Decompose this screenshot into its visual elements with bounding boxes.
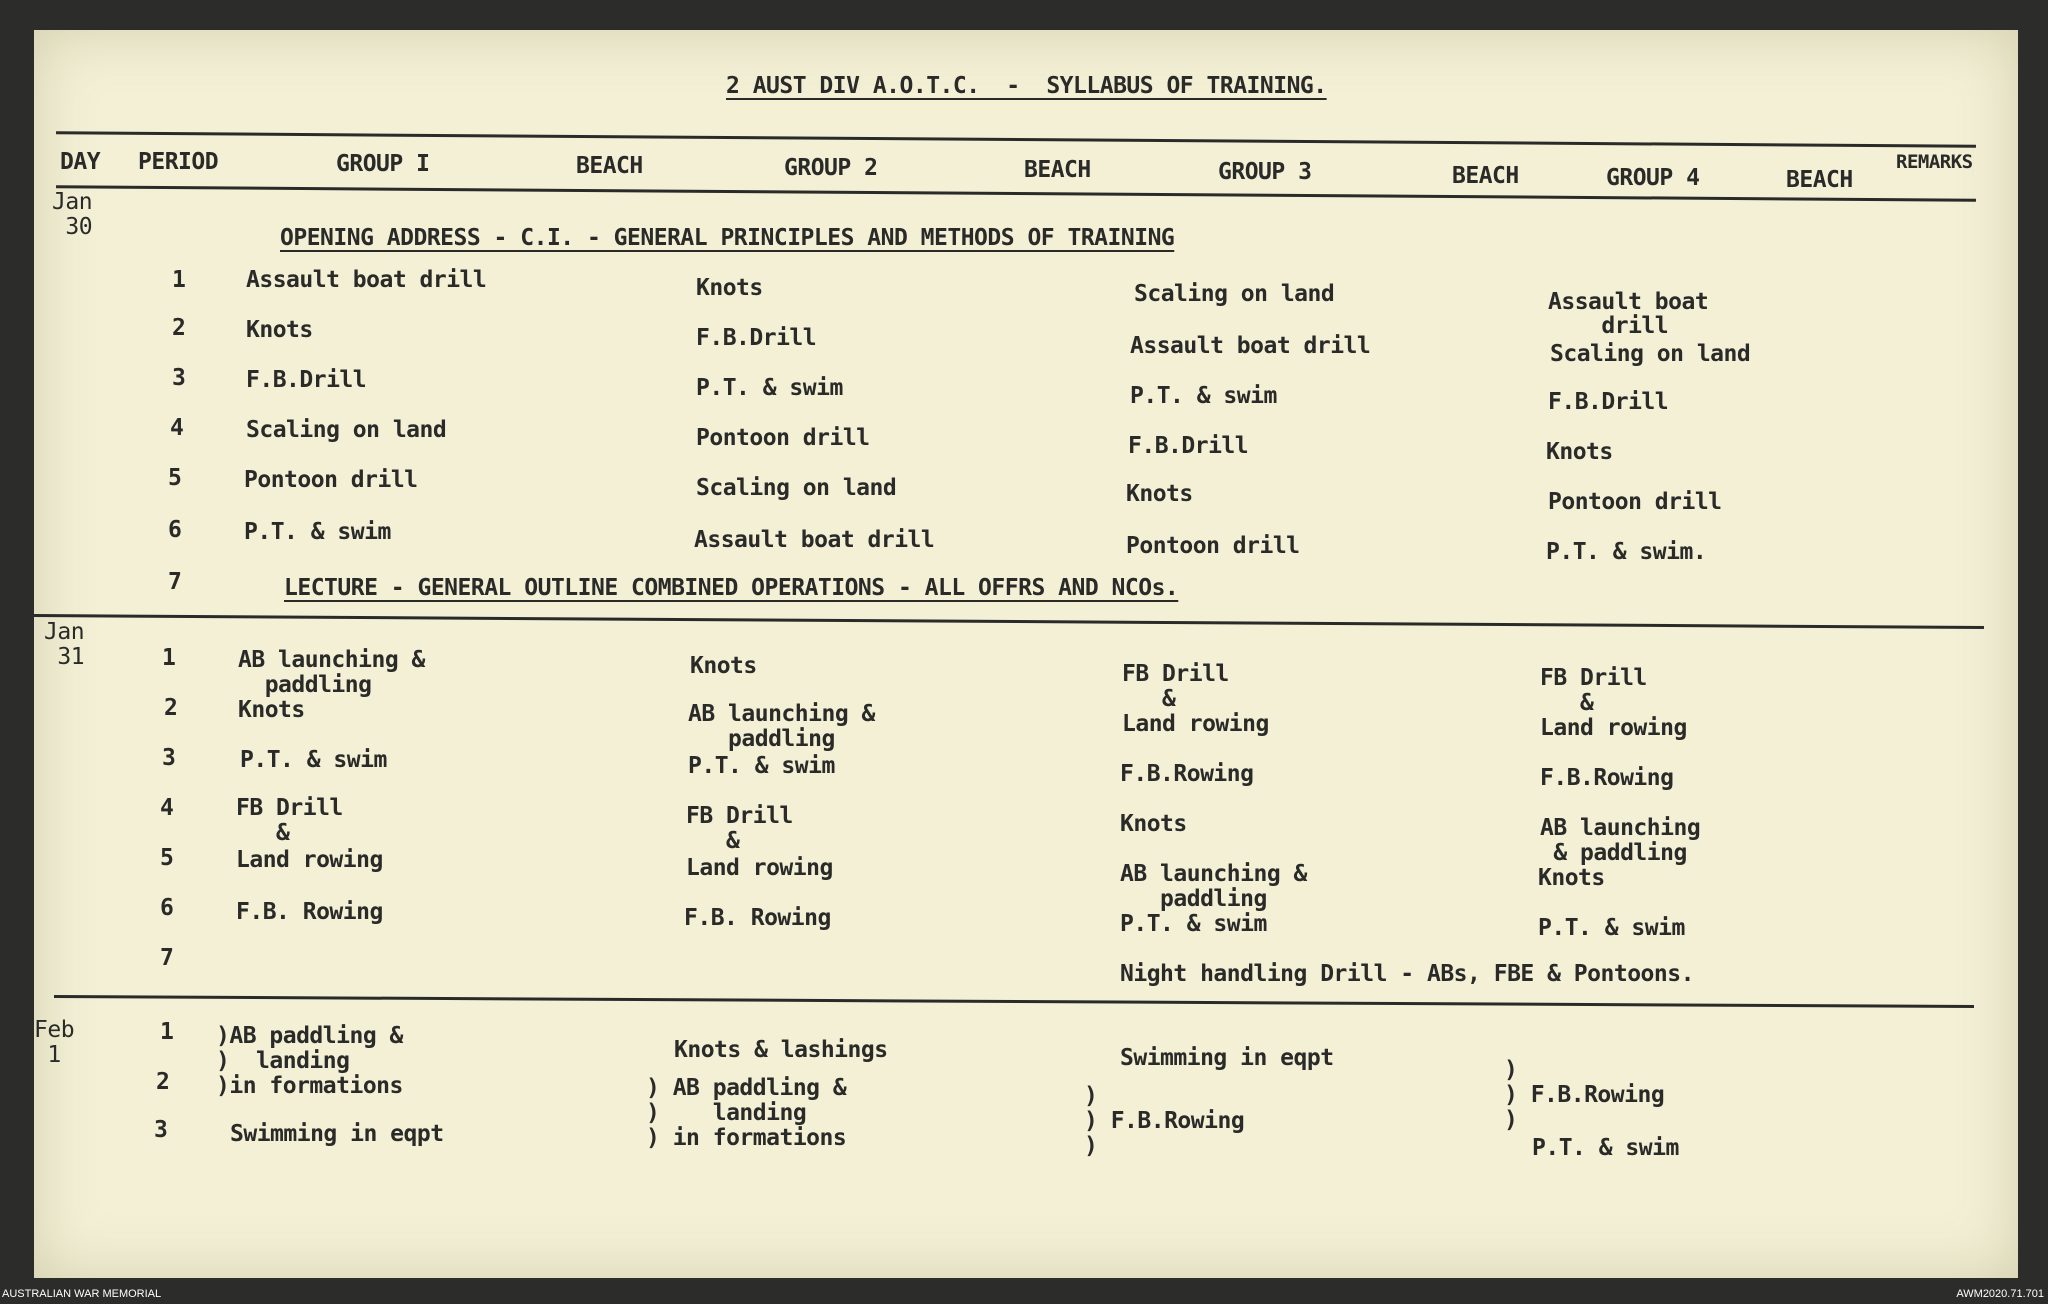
period: 5 xyxy=(168,465,182,491)
jan30-g3: Knots xyxy=(1126,481,1193,507)
jan30-g4: Pontoon drill xyxy=(1548,489,1722,515)
jan30-g1: Knots xyxy=(246,317,313,343)
jan30-g2: Scaling on land xyxy=(696,475,897,501)
jan31-g4: F.B.Rowing xyxy=(1540,765,1674,791)
header-beach2: BEACH xyxy=(1024,157,1091,183)
jan31-g1: AB launching & paddling xyxy=(238,647,425,698)
period: 1 xyxy=(162,645,176,671)
period: 2 xyxy=(164,695,178,721)
day-feb1: Feb 1 xyxy=(34,1017,75,1068)
jan30-g2: P.T. & swim xyxy=(696,375,843,401)
jan31-g1: FB Drill & xyxy=(236,795,343,846)
jan30-g3: Scaling on land xyxy=(1134,281,1335,307)
feb1-g1: Swimming in eqpt xyxy=(230,1121,444,1147)
jan30-g3: P.T. & swim xyxy=(1130,383,1277,409)
jan31-g2: FB Drill & xyxy=(686,803,793,854)
day-jan31: Jan 31 xyxy=(44,619,85,670)
feb1-g4: P.T. & swim xyxy=(1532,1135,1679,1161)
header-beach1: BEACH xyxy=(576,153,643,179)
document-title: 2 AUST DIV A.O.T.C. - SYLLABUS OF TRAINING. xyxy=(726,73,1327,99)
jan30-g2: F.B.Drill xyxy=(696,325,817,351)
header-beach4: BEACH xyxy=(1786,167,1853,193)
footer-right: AWM2020.71.701 xyxy=(1956,1288,2044,1300)
period: 5 xyxy=(160,845,174,871)
document-sheet xyxy=(34,30,2018,1278)
period: 2 xyxy=(156,1069,170,1095)
jan30-g1: Scaling on land xyxy=(246,417,447,443)
header-beach3: BEACH xyxy=(1452,163,1519,189)
jan30-g4: Knots xyxy=(1546,439,1613,465)
feb1-g1: )in formations xyxy=(216,1073,403,1099)
jan31-g2: F.B. Rowing xyxy=(684,905,831,931)
jan30-g1: Pontoon drill xyxy=(244,467,418,493)
jan30-g3: Pontoon drill xyxy=(1126,533,1300,559)
header-group2: GROUP 2 xyxy=(784,155,878,181)
jan30-g2: Knots xyxy=(696,275,763,301)
jan31-g4: Land rowing xyxy=(1540,715,1687,741)
period: 3 xyxy=(154,1117,168,1143)
jan31-bottom-rule xyxy=(54,995,1974,1008)
jan30-g1: P.T. & swim xyxy=(244,519,391,545)
feb1-g3: ) ) F.B.Rowing ) xyxy=(1084,1083,1245,1159)
header-group4: GROUP 4 xyxy=(1606,165,1700,191)
jan31-g1: Land rowing xyxy=(236,847,383,873)
period: 7 xyxy=(168,569,182,595)
period: 6 xyxy=(160,895,174,921)
jan30-bottom-rule xyxy=(34,614,1984,629)
jan30-g1: F.B.Drill xyxy=(246,367,367,393)
jan30-g4: Scaling on land xyxy=(1550,341,1751,367)
lecture-line: LECTURE - GENERAL OUTLINE COMBINED OPERATIONS - ALL OFFRS AND NCOs. xyxy=(284,575,1179,601)
feb1-g2: Knots & lashings xyxy=(674,1037,888,1063)
night-handling: Night handling Drill - ABs, FBE & Pontoons. xyxy=(1120,961,1694,987)
jan31-g3: P.T. & swim xyxy=(1120,911,1267,937)
jan31-g3: FB Drill & xyxy=(1122,661,1229,712)
period: 1 xyxy=(160,1019,174,1045)
jan30-g4: P.T. & swim. xyxy=(1546,539,1707,565)
header-period: PERIOD xyxy=(138,149,219,175)
jan31-g4: Knots xyxy=(1538,865,1605,891)
jan30-g3: F.B.Drill xyxy=(1128,433,1249,459)
period: 7 xyxy=(160,945,174,971)
jan31-g1: F.B. Rowing xyxy=(236,899,383,925)
feb1-g2: ) AB paddling & ) landing ) in formations xyxy=(646,1075,847,1151)
jan31-g4: P.T. & swim xyxy=(1538,915,1685,941)
jan31-g3: F.B.Rowing xyxy=(1120,761,1254,787)
jan31-g3: Land rowing xyxy=(1122,711,1269,737)
feb1-g1: )AB paddling & ) landing xyxy=(216,1023,403,1074)
feb1-g3: Swimming in eqpt xyxy=(1120,1045,1334,1071)
jan31-g2: Knots xyxy=(690,653,757,679)
header-day: DAY xyxy=(60,149,101,175)
jan30-g4: Assault boat drill xyxy=(1548,289,1709,339)
period: 4 xyxy=(160,795,174,821)
footer-left: AUSTRALIAN WAR MEMORIAL xyxy=(2,1288,162,1300)
jan31-g3: Knots xyxy=(1120,811,1187,837)
period: 3 xyxy=(172,365,186,391)
jan31-g1: Knots xyxy=(238,697,305,723)
day-jan30: Jan 30 xyxy=(52,189,93,240)
jan30-g4: F.B.Drill xyxy=(1548,389,1669,415)
period: 2 xyxy=(172,315,186,341)
period: 6 xyxy=(168,517,182,543)
header-top-rule xyxy=(56,131,1976,147)
jan30-g2: Pontoon drill xyxy=(696,425,870,451)
jan31-g3: AB launching & paddling xyxy=(1120,861,1307,912)
header-group1: GROUP I xyxy=(336,151,430,177)
feb1-g4: ) ) F.B.Rowing ) xyxy=(1504,1057,1665,1133)
jan30-g1: Assault boat drill xyxy=(246,267,487,293)
period: 3 xyxy=(162,745,176,771)
jan31-g2: AB launching & paddling xyxy=(688,701,875,752)
period: 4 xyxy=(170,415,184,441)
jan30-g2: Assault boat drill xyxy=(694,527,935,553)
jan31-g2: Land rowing xyxy=(686,855,833,881)
jan30-g3: Assault boat drill xyxy=(1130,333,1371,359)
jan31-g4: AB launching & paddling xyxy=(1540,815,1701,866)
jan31-g1: P.T. & swim xyxy=(240,747,387,773)
header-remarks: REMARKS xyxy=(1896,151,1973,173)
opening-address: OPENING ADDRESS - C.I. - GENERAL PRINCIPLES AND METHODS OF TRAINING xyxy=(280,225,1175,251)
header-group3: GROUP 3 xyxy=(1218,159,1312,185)
jan31-g4: FB Drill & xyxy=(1540,665,1647,716)
jan31-g2: P.T. & swim xyxy=(688,753,835,779)
period: 1 xyxy=(172,267,186,293)
